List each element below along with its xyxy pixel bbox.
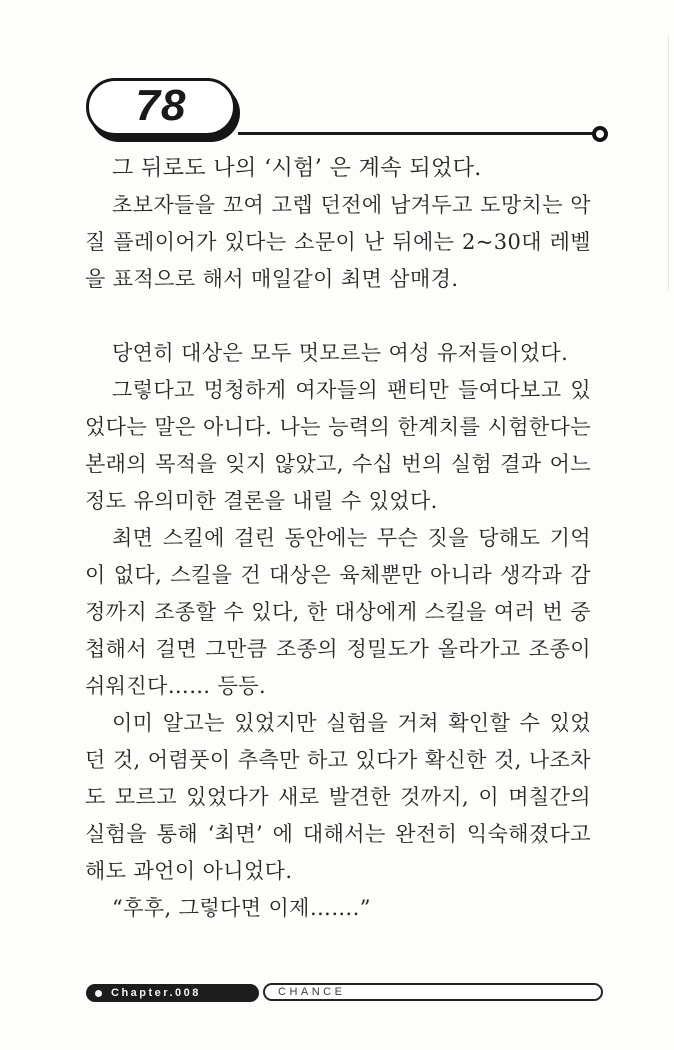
paragraph-lead: 그 뒤로도 나의 ‘시험’ 은 계속 되었다. [112,156,482,181]
ring-terminal-icon [592,126,608,142]
chapter-number-label: Chapter.008 [111,987,201,999]
paragraph: 당연히 대상은 모두 멋모르는 여성 유저들이었다. [112,341,569,365]
paragraph: 이미 알고는 있었지만 실험을 거쳐 확인할 수 있었던 것, 어렴풋이 추측만 하고 있다가 확신한 것, 나조차도 모르고 있었다가 새로 발견한 것까지, 이 며칠간의 실험을 통해 ‘최면’ 에 대해서는 완전히 익숙해졌다고 해도 과언이 아니었다. [85,711,591,883]
page-number: 78 [135,81,187,130]
paragraph-dialogue: “후후, 그렇다면 이제…….” [112,896,371,920]
paragraph: 초보자들을 꼬여 고렙 던전에 남겨두고 도망치는 악질 플레이어가 있다는 소문이 난 뒤에는 2~30대 레벨을 표적으로 해서 매일같이 최면 삼매경. [85,193,591,291]
chapter-title-label: CHANCE [278,986,346,998]
paragraph: 최면 스킬에 걸린 동안에는 무슨 짓을 당해도 기억이 없다, 스킬을 건 대상은 육체뿐만 아니라 생각과 감정까지 조종할 수 있다, 한 대상에게 스킬을 여러 번 중첩해서 걸면 그만큼 조종의 정밀도가 올라가고 조종이 쉬워진다…… 등등. [85,526,591,698]
scan-artifact-line [668,35,669,290]
paragraph: 그렇다고 멍청하게 여자들의 팬티만 들여다보고 있었다는 말은 아니다. 나는 능력의 한계치를 시험한다는 본래의 목적을 잊지 않았고, 수십 번의 실험 결과 어느 정도 유의미한 결론을 내릴 수 있었다. [85,378,591,513]
body-text [85,150,591,927]
bullet-dot-icon [95,990,102,997]
header-rule [238,132,594,135]
page-number-badge [86,78,236,136]
chapter-title-pill [263,983,603,1001]
chapter-number-pill [86,984,259,1002]
